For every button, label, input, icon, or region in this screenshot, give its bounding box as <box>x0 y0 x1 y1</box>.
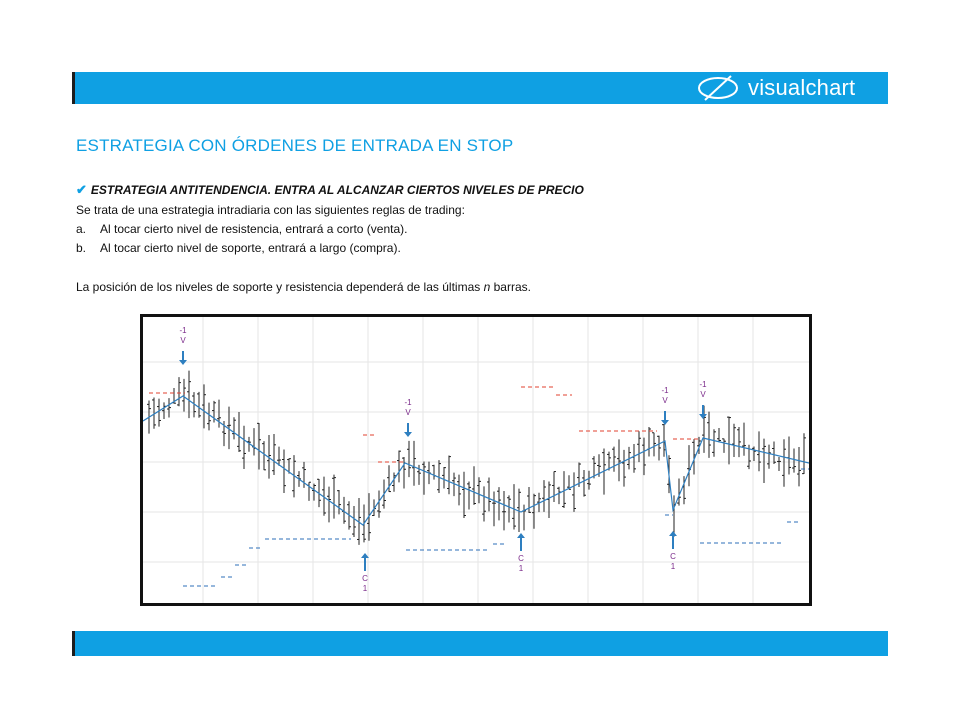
rule-marker: b. <box>76 241 87 255</box>
sell-signal-label: V <box>700 390 706 399</box>
footer-band-edge <box>72 631 75 656</box>
note-italic: n <box>483 280 491 294</box>
sell-signal-label: -1 <box>699 380 707 389</box>
note-after: barras. <box>490 280 531 294</box>
sell-arrowhead-icon <box>699 414 707 419</box>
sell-arrowhead-icon <box>404 432 412 437</box>
sell-signal-label: V <box>180 336 186 345</box>
buy-signal-label: C <box>518 554 524 563</box>
sell-signal-label: -1 <box>179 326 187 335</box>
subheading-text: ESTRATEGIA ANTITENDENCIA. ENTRA AL ALCANZAR CIERTOS NIVELES DE PRECIO <box>90 183 584 197</box>
rule-marker: a. <box>76 222 87 236</box>
buy-signal-label: C <box>362 574 368 583</box>
rule-item-a <box>76 222 407 236</box>
checkmark-icon: ✔ <box>76 182 87 197</box>
brand-logo <box>696 75 855 101</box>
buy-signal-label: 1 <box>362 584 368 593</box>
brand-name: visualchart <box>748 75 856 100</box>
rule-item-b <box>76 241 401 255</box>
header-band-edge <box>72 72 75 104</box>
rule-text: Al tocar cierto nivel de soporte, entrará a largo (compra). <box>100 241 401 255</box>
note-text <box>76 280 531 294</box>
page-title: ESTRATEGIA CON ÓRDENES DE ENTRADA EN STOP <box>76 136 514 155</box>
note-before: La posición de los niveles de soporte y resistencia dependerá de las últimas <box>76 280 484 294</box>
price-chart <box>140 314 812 606</box>
buy-signal-label: 1 <box>518 564 524 573</box>
rule-text: Al tocar cierto nivel de resistencia, entrará a corto (venta). <box>100 222 408 236</box>
section-subheading <box>76 182 584 198</box>
sell-signal-label: -1 <box>404 398 412 407</box>
visualchart-logo-icon <box>696 75 740 101</box>
footer-band <box>72 631 888 656</box>
chart-canvas <box>143 317 809 603</box>
buy-signal-label: 1 <box>670 562 676 571</box>
sell-signal-label: V <box>405 408 411 417</box>
sell-signal-label: V <box>662 396 668 405</box>
intro-text: Se trata de una estrategia intradiaria con las siguientes reglas de trading: <box>76 203 465 217</box>
buy-signal-label: C <box>670 552 676 561</box>
sell-signal-label: -1 <box>661 386 669 395</box>
